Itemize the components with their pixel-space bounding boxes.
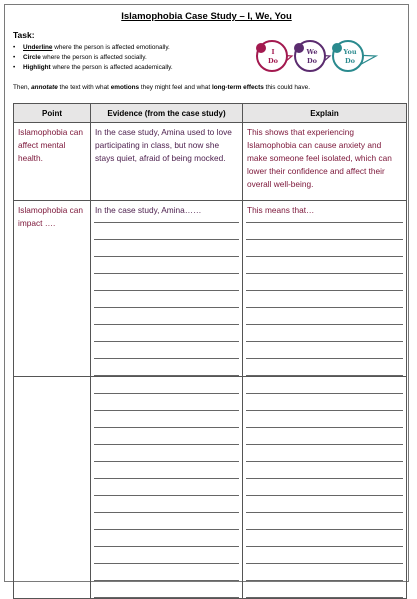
task-keyword: Circle bbox=[23, 54, 41, 61]
header-point: Point bbox=[14, 104, 91, 123]
task-keyword: Underline bbox=[23, 44, 53, 51]
table-row-guided bbox=[14, 201, 407, 377]
task-item-highlight: • Highlight where the person is affected academically. bbox=[13, 64, 173, 71]
logo-text: You bbox=[343, 48, 357, 56]
table-row-example bbox=[14, 123, 407, 201]
task-keyword: Highlight bbox=[23, 64, 51, 71]
annotate-instruction: Then, annotate the text with what emotions they might feel and what long-term effects this could have. bbox=[13, 84, 310, 91]
evidence-writing-lines[interactable] bbox=[91, 217, 242, 376]
evidence-cell bbox=[91, 123, 243, 201]
header-evidence: Evidence (from the case study) bbox=[91, 104, 243, 123]
logo-text: Do bbox=[345, 57, 355, 65]
evidence-answer-cell[interactable] bbox=[91, 377, 243, 599]
evidence-text: In the case study, Amina used to love participating in class, but now she stays quiet, afraid of being mocked. bbox=[95, 127, 232, 163]
table-row-independent bbox=[14, 377, 407, 599]
explain-answer-cell[interactable] bbox=[243, 201, 407, 377]
explain-cell bbox=[243, 123, 407, 201]
point-text: Islamophobia can affect mental health. bbox=[18, 127, 84, 163]
person-icon bbox=[256, 43, 266, 53]
logo-text: Do bbox=[307, 57, 317, 65]
explain-writing-lines[interactable] bbox=[243, 217, 406, 376]
point-cell[interactable] bbox=[14, 201, 91, 377]
worksheet-title: Islamophobia Case Study – I, We, You bbox=[121, 11, 292, 22]
task-text: where the person is affected socially. bbox=[40, 54, 147, 61]
table-header-row bbox=[14, 104, 407, 123]
task-heading: Task: bbox=[13, 30, 35, 40]
logo-text: Do bbox=[268, 57, 278, 65]
evidence-prompt: In the case study, Amina…… bbox=[95, 205, 202, 215]
evidence-answer-cell[interactable] bbox=[91, 201, 243, 377]
point-answer-cell[interactable] bbox=[14, 377, 91, 599]
logo-text: I bbox=[271, 48, 275, 56]
pee-table bbox=[13, 103, 407, 599]
evidence-writing-lines[interactable] bbox=[91, 377, 242, 598]
explain-prompt: This means that… bbox=[247, 205, 315, 215]
i-we-you-logo bbox=[252, 38, 382, 74]
logo-text: We bbox=[306, 48, 318, 56]
explain-text: This shows that experiencing Islamophobia can cause anxiety and make someone feel isolated, which can lower their confidence and affect their overall well-being. bbox=[247, 127, 392, 189]
point-text: Islamophobia can impact …. bbox=[18, 205, 84, 228]
point-cell bbox=[14, 123, 91, 201]
task-text: where the person is affected academically. bbox=[50, 64, 173, 71]
group-icon bbox=[294, 43, 304, 53]
person-icon bbox=[332, 43, 342, 53]
explain-answer-cell[interactable] bbox=[243, 377, 407, 599]
task-text: where the person is affected emotionally. bbox=[52, 44, 170, 51]
worksheet-page bbox=[4, 4, 409, 582]
task-list bbox=[13, 43, 173, 73]
task-item-underline: • Underline where the person is affected emotionally. bbox=[13, 44, 170, 51]
explain-writing-lines[interactable] bbox=[243, 377, 406, 598]
task-item-circle: • Circle where the person is affected socially. bbox=[13, 54, 147, 61]
header-explain: Explain bbox=[243, 104, 407, 123]
